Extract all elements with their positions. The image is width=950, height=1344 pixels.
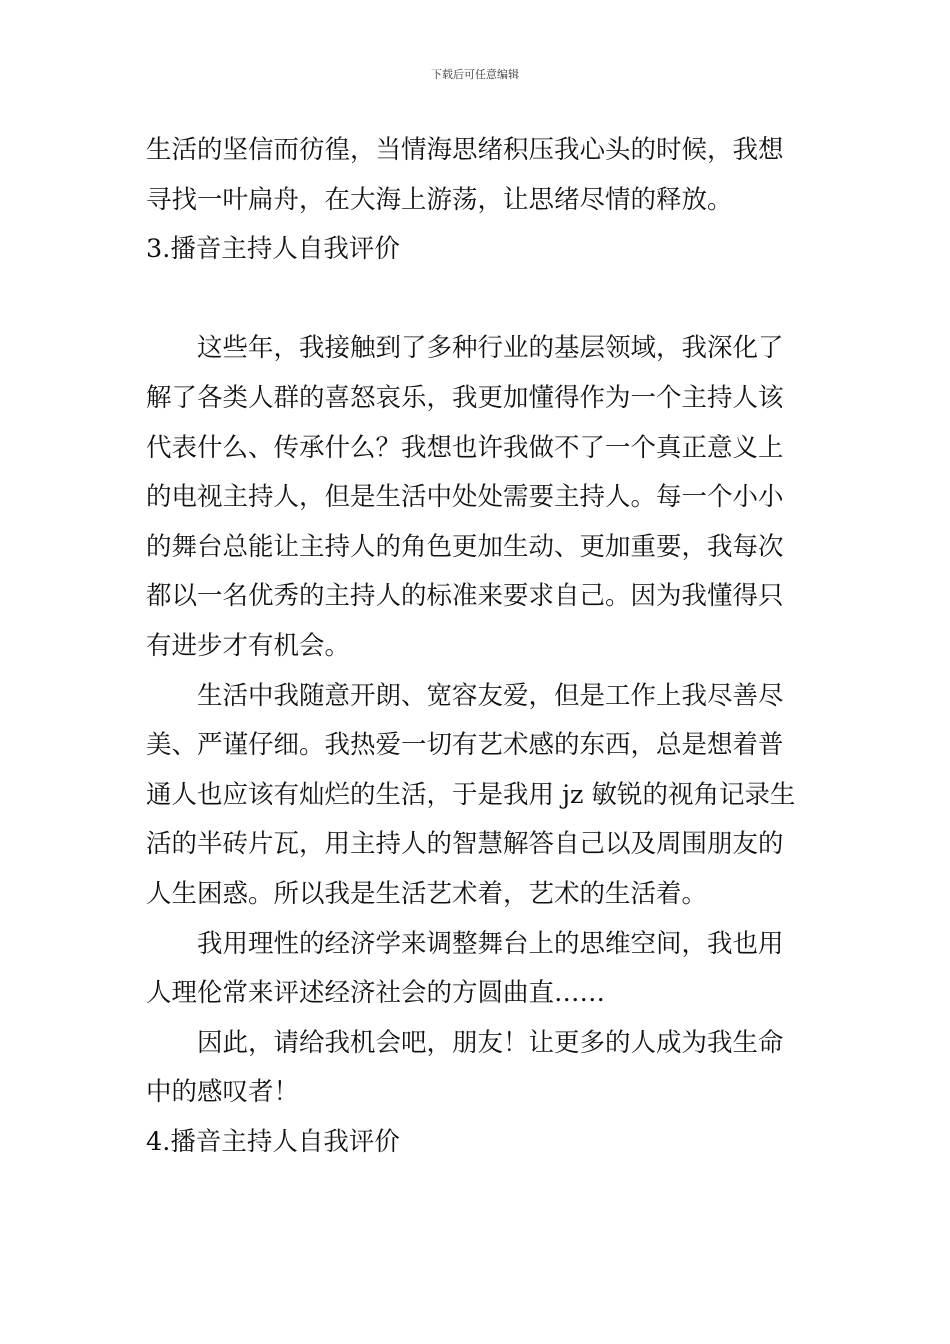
text-line: 的电视主持人，但是生活中处处需要主持人。每一个小小 xyxy=(146,482,784,513)
text-line: 都以一名优秀的主持人的标准来要求自己。因为我懂得只 xyxy=(146,581,784,612)
text-line: 活的半砖片瓦，用主持人的智慧解答自己以及周围朋友的 xyxy=(146,829,784,860)
text-line: 美、严谨仔细。我热爱一切有艺术感的东西，总是想着普 xyxy=(146,730,784,761)
text-line: 代表什么、传承什么？我想也许我做不了一个真正意义上 xyxy=(146,432,784,463)
paragraph-start: 这些年，我接触到了多种行业的基层领域，我深化了 xyxy=(197,333,784,364)
blank-line xyxy=(146,275,808,325)
document-body xyxy=(146,126,808,1167)
paragraph-start: 我用理性的经济学来调整舞台上的思维空间，我也用 xyxy=(197,928,784,959)
paragraph-start: 因此，请给我机会吧，朋友！让更多的人成为我生命 xyxy=(197,1027,784,1058)
text-line: 解了各类人群的喜怒哀乐，我更加懂得作为一个主持人该 xyxy=(146,382,784,413)
text-line: 通人也应该有灿烂的生活，于是我用 jz 敏锐的视角记录生 xyxy=(146,779,796,810)
text-line: 人理伦常来评述经济社会的方圆曲直…… xyxy=(146,978,606,1009)
text-line: 的舞台总能让主持人的角色更加生动、更加重要，我每次 xyxy=(146,531,784,562)
paragraph-start: 生活中我随意开朗、宽容友爱，但是工作上我尽善尽 xyxy=(197,680,784,711)
page-header: 下载后可任意编辑 xyxy=(431,68,519,81)
text-line: 中的感叹者！ xyxy=(146,1077,300,1108)
text-line: 寻找一叶扁舟，在大海上游荡，让思绪尽情的释放。 xyxy=(146,184,733,215)
text-line: 人生困惑。所以我是生活艺术着，艺术的生活着。 xyxy=(146,878,708,909)
section-heading-3: 3.播音主持人自我评价 xyxy=(146,234,400,265)
text-line: 生活的坚信而彷徨，当情海思绪积压我心头的时候，我想 xyxy=(146,135,784,165)
text-line: 有进步才有机会。 xyxy=(146,630,351,661)
section-heading-4: 4.播音主持人自我评价 xyxy=(146,1126,400,1157)
